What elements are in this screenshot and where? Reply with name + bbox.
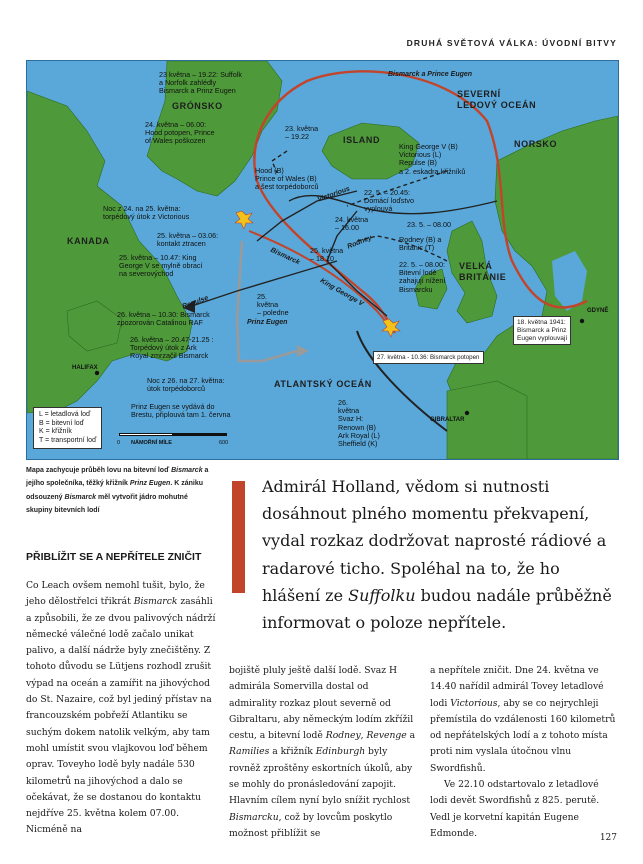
event-label: Hood (B) Prince of Wales (B) a šest torpédoborců [255, 166, 319, 192]
label-severni-ocean: SEVERNÍ LEDOVÝ OCEÁN [457, 89, 537, 110]
event-label: 25. května – 10.47: King George V se mylně obrací na severovýchod [119, 253, 203, 279]
event-label: Rodney (B) a Britanic (T) [399, 235, 442, 253]
event-label-sail: 18. května 1941: Bismarck a Prinz Eugen vyplouvají [513, 316, 571, 345]
event-label: 22. 5. – 20.45: Domácí loďstvo vyplouvá [364, 188, 414, 214]
scale-zero: 0 [117, 440, 121, 446]
body-column-3: a nepřítele zničit. Dne 24. května ve 14.40 nařídil admirál Tovey letadlové lodi Victorious, aby se co nejrychleji přemístila do vzdálenosti 160 kilometrů od nepřátelských lodí a z tohoto místa proti nim vyslala útočnou vlnu Swordfishů. Ve 22.10 odstartovalo z letadlové lodi devět Swordfishů z 825. perutě. Vedl je korvetní kapitán Eugene Edmonde. [430, 663, 618, 842]
explosion-icon [235, 211, 253, 229]
scale-bar [119, 433, 231, 451]
pull-quote-text: Admirál Holland, vědom si nutnosti dosáhnout plného momentu překvapení, vydal rozkaz dodržovat naprosté rádiové a radarové ticho. Spoléhal na to, že ho hlášení ze Suffolku budou nadále průběžně informovat o poloze nepřítele. [262, 477, 612, 633]
prinz-eugen-arrow [297, 345, 309, 357]
label-island: ISLAND [343, 135, 381, 145]
ship-label-repulse: Repulse [181, 294, 210, 311]
explosion-icon [382, 319, 400, 337]
label-norsko: NORSKO [514, 139, 558, 149]
event-label: Noc z 24. na 25. května: torpédový útok z Victorious [103, 204, 190, 222]
event-label: 24. května – 06.00: Hood potopen, Prince of Wales poškozen [145, 120, 215, 146]
section-heading: PŘIBLÍŽIT SE A NEPŘÍTELE ZNIČIT [26, 551, 202, 563]
event-label: 22. 5. – 08.00: Bitevní lodě zahajují nížení Bismarcku [399, 260, 446, 294]
event-label: 24. května – 16.00 [335, 215, 369, 233]
ship-label-bismarck: Bismarck [269, 246, 301, 267]
gdyne-dot [580, 319, 584, 323]
map-legend: L = letadlová loď B = bitevní loď K = křižník T = transportní loď [33, 407, 102, 449]
event-label: 25. května – 03.06: kontakt ztracen [157, 231, 219, 249]
label-velka-britanie: VELKÁ BRITÁNIE [459, 261, 507, 282]
event-label-sunk: 27. května - 10.36: Bismarck potopen [373, 351, 484, 364]
body-column-1: Co Leach ovšem nemohl tušit, bylo, že jeho dělostřelci třikrát Bismarck zasáhli a způsobili, že ze dvou palivových nádrží německé válečné lodě začalo unikat palivo, a další nádrže byly znečištěny. Z tohoto důvodu se Lütjens rozhodl zrušit výpad na oceán a zamířit na jihovýchod do St. Nazaire, což byl jediný přístav na francouzském pobřeží Atlantiku se suchým dokem natolik velkým, aby tam mohl umístit svou vlajkovou loď během oprav. Toveyho lodě byly nadále 530 kilometrů na jihovýchod a dalo se očekávat, že se dostanou do kontaktu nejdříve 25. května kolem 07.00. Nicméně na [26, 580, 216, 836]
event-label: King George V (B) Victorious (L) Repulse (B) a 2. eskadra křižníků [399, 142, 466, 176]
event-label: 23. 5. – 08.00 [407, 220, 451, 229]
body-column-2: bojiště pluly ještě další lodě. Svaz H admirála Somervilla dostal od admirality rozkaz plout severně od Gibraltaru, aby německým lodím zkřížil cestu, a bitevní lodě Rodney, Revenge a Ramilies a křižník Edinburgh byly rovněž zproštěny eskortních úkolů, aby se mohly do pronásledování zapojit. Hlavním cílem nyní bylo snížit rychlost Bismarcku, což by lovcům poskytlo možnost přiblížit se [229, 665, 416, 839]
event-label: Prinz Eugen se vydává do Brestu, připlouvá tam 1. června [131, 402, 231, 420]
event-label: 26. května Svaz H: Renown (B) Ark Royal (L) Sheffield (K) [338, 398, 380, 449]
event-label: Noc z 26. na 27. května: útok torpédoborců [147, 376, 225, 394]
pull-quote-bar [232, 481, 245, 593]
ship-label-prinz-eugen: Prinz Eugen [247, 319, 288, 326]
map-caption: Mapa zachycuje průběh lovu na bitevní loď Bismarck a jejího společníka, těžký křižník Prinz Eugen. K zániku odsouzený Bismarck měl vytvořit jádro mohutné skupiny bitevních lodí [26, 467, 209, 514]
page-number: 127 [599, 833, 617, 843]
scale-label: NÁMOŘNÍ MÍLE [131, 440, 172, 446]
map-figure [26, 60, 619, 460]
event-label: 26. května – 20.47-21.25 : Torpédový útok z Ark Royal zmrzačil Bismarck [130, 335, 214, 361]
event-label: 23. května – 19.22 [285, 124, 319, 142]
label-kanada: KANADA [67, 236, 110, 246]
label-gdyne: GDYNĚ [587, 308, 609, 314]
label-halifax: HALIFAX [72, 365, 98, 371]
gibraltar-dot [465, 411, 469, 415]
event-label: 23 května – 19.22: Suffolk a Norfolk zahlédly Bismarck a Prinz Eugen [159, 70, 242, 96]
route-label-bismarck: Bismarck a Prince Eugen [388, 71, 473, 78]
col3-paragraph-2: Ve 22.10 odstartovalo z letadlové lodi devět Swordfishů z 825. perutě. Vedl je korvetní kapitán Eugene Edmonde. [430, 779, 600, 839]
label-gronsko: GRÓNSKO [172, 101, 223, 111]
running-head: DRUHÁ SVĚTOVÁ VÁLKA: ÚVODNÍ BITVY [406, 38, 617, 48]
ship-label-victorious: Victorious [316, 185, 351, 204]
event-label: 26. května – 10.30: Bismarck zpozorován Catalinou RAF [117, 310, 210, 328]
label-gibraltar: GIBRALTAR [430, 417, 465, 423]
ship-label-rodney: Rodney [346, 234, 373, 251]
event-label: 25. května – poledne [257, 292, 289, 318]
ship-label-king-george: King George V [318, 277, 365, 308]
event-label: 25. května – 18.10 [310, 246, 344, 264]
scale-max: 600 [219, 440, 229, 446]
label-atlantsky-ocean: ATLANTSKÝ OCEÁN [274, 379, 372, 389]
